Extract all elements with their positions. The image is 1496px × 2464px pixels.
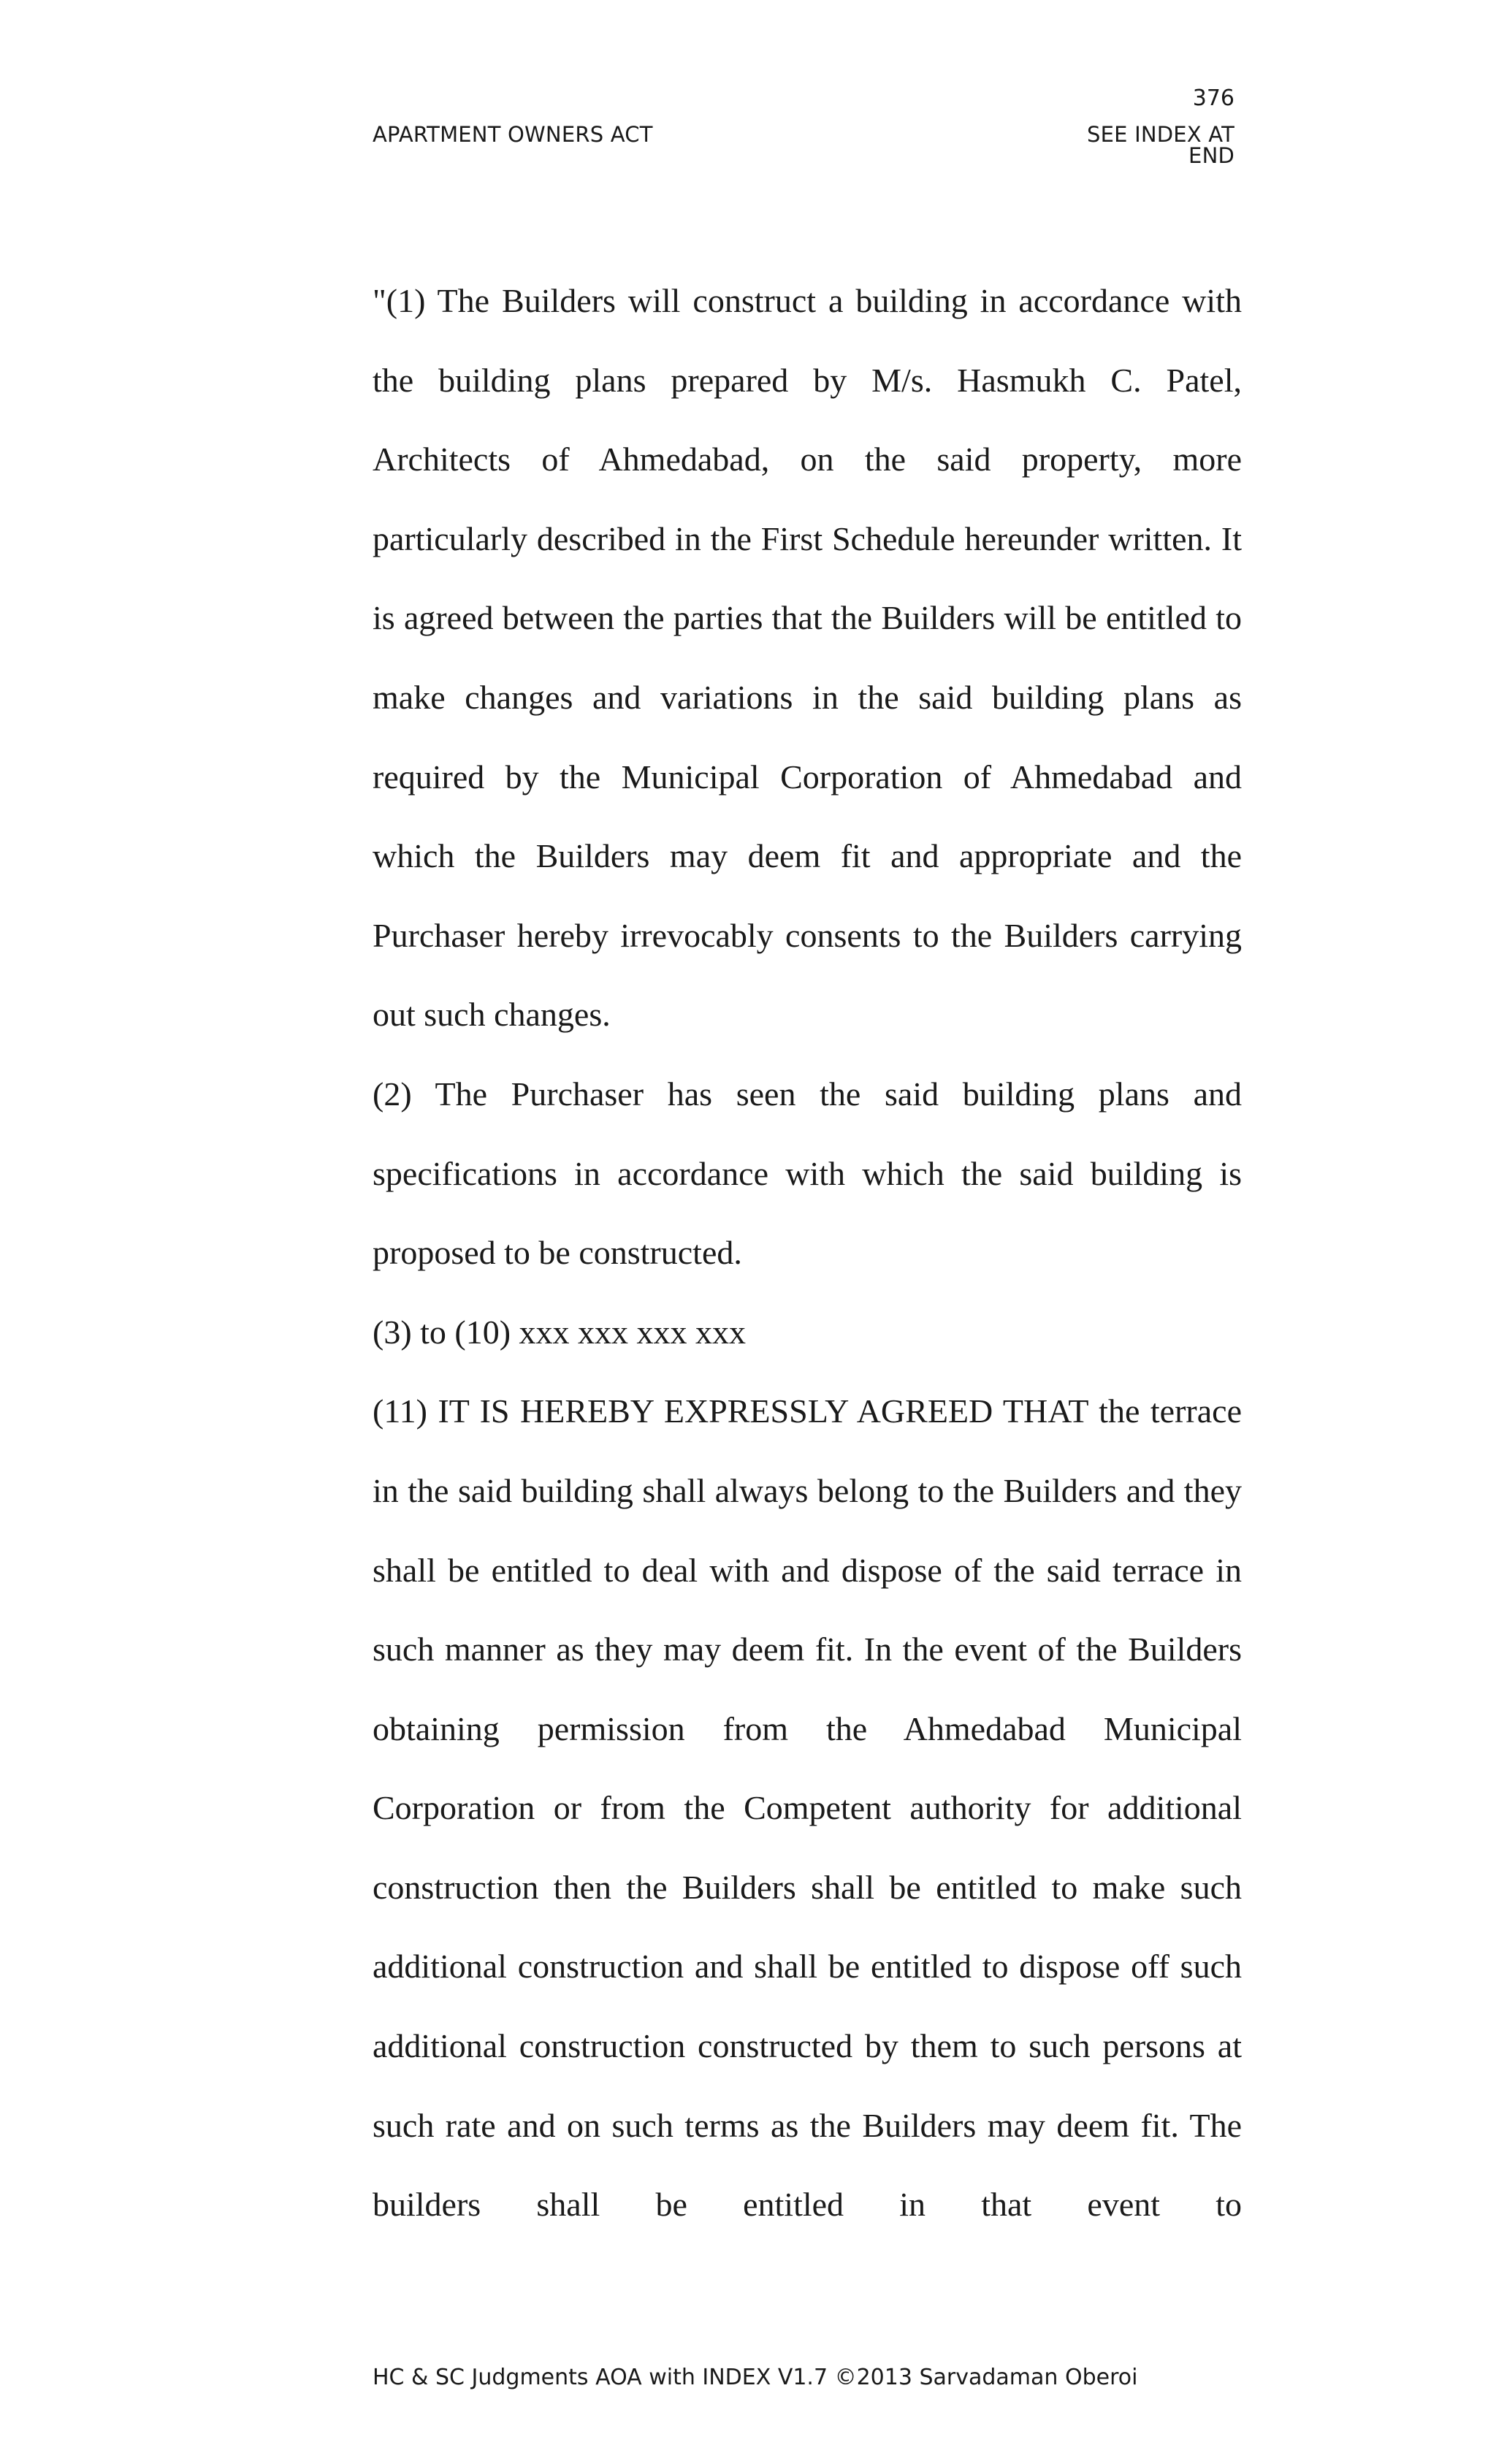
paragraph-clause-1: "(1) The Builders will construct a building in accordance with the building plans prepared by M/s. Hasmukh C. Patel, Architects of Ahmedabad, on the said property, more particularly described in the First Schedule hereunder written. It is agreed between the parties that the Builders will be entitled to make changes and variations in the said building plans as required by the Municipal Corporation of Ahmedabad and which the Builders may deem fit and appropriate and the Purchaser hereby irrevocably consents to the Builders carrying out such changes. <box>373 282 1242 1034</box>
page-number: 376 <box>1192 85 1234 111</box>
paragraph-clauses-3-to-10: (3) to (10) xxx xxx xxx xxx <box>373 1313 747 1351</box>
page-footer: HC & SC Judgments AOA with INDEX V1.7 ©2013 Sarvadaman Oberoi <box>373 2365 1138 2390</box>
running-header-title: APARTMENT OWNERS ACT <box>373 122 653 147</box>
paragraph-clause-2: (2) The Purchaser has seen the said building plans and specifications in accordance with which the said building is proposed to be constructed. <box>373 1075 1242 1272</box>
paragraph-clause-11: (11) IT IS HEREBY EXPRESSLY AGREED THAT the terrace in the said building shall always belong to the Builders and they shall be entitled to deal with and dispose of the said terrace in such manner as they may deem fit. In the event of the Builders obtaining permission from the Ahmedabad Municipal Corporation or from the Competent authority for additional construction then the Builders shall be entitled to make such additional construction and shall be entitled to dispose off such additional construction constructed by them to such persons at such rate and on such terms as the Builders may deem fit. The builders shall be entitled in that event to <box>373 1392 1242 2224</box>
running-header-index-note: SEE INDEX AT END <box>1087 122 1234 168</box>
document-body <box>373 262 1242 2245</box>
